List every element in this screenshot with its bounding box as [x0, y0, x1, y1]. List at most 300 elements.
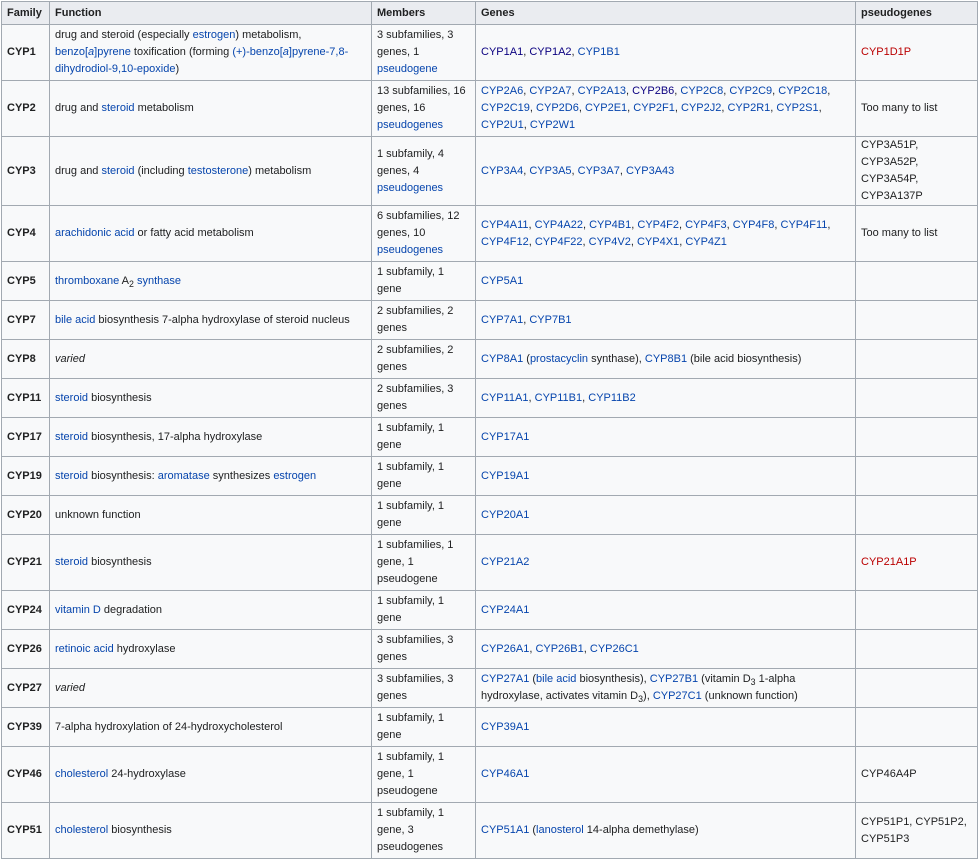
cell-text: A — [119, 274, 130, 287]
wiki-link[interactable]: ]pyrene-7,8-dihydrodiol-9,10-epoxide — [55, 46, 349, 75]
cell-text: , — [619, 164, 626, 177]
cell-text: , — [679, 235, 686, 248]
wiki-link[interactable]: CYP4F11 — [780, 218, 828, 231]
family-cell: CYP7 — [2, 301, 50, 340]
table-row — [2, 591, 978, 630]
cell-text: Too many to list — [861, 227, 938, 239]
family-cell: CYP24 — [2, 591, 50, 630]
wiki-link[interactable]: CYP3A43 — [625, 164, 675, 177]
cell-text: synthesizes — [209, 469, 274, 482]
cell-text: hydroxylase — [113, 642, 176, 655]
cell-text — [55, 353, 85, 365]
table-row — [2, 535, 978, 591]
family-cell: CYP20 — [2, 496, 50, 535]
family-cell: CYP4 — [2, 206, 50, 262]
wiki-link[interactable]: CYP2J2 — [681, 102, 722, 114]
cell-text: , — [578, 102, 585, 114]
cell-text: , — [528, 235, 535, 248]
wiki-link[interactable]: pseudogenes — [377, 244, 444, 256]
wiki-link[interactable]: CYP2A13 — [577, 85, 626, 97]
wiki-link[interactable]: bile acid — [55, 313, 96, 326]
function-cell — [50, 708, 372, 747]
cell-text: 1 subfamily, 1 gene, 3 pseudogenes — [377, 807, 445, 853]
members-cell — [372, 301, 476, 340]
table-row — [2, 496, 978, 535]
genes-cell — [476, 708, 856, 747]
wiki-link[interactable]: testosterone — [187, 164, 249, 177]
cell-text: 1 subfamily, 1 gene — [377, 595, 445, 624]
cell-text: CYP51P1, CYP51P2, CYP51P3 — [861, 815, 967, 845]
cell-text: , — [630, 235, 637, 248]
wiki-link[interactable]: CYP39A1 — [481, 720, 530, 733]
genes-cell — [476, 340, 856, 379]
genes-cell — [476, 137, 856, 206]
wiki-link[interactable]: CYP51A1 — [481, 824, 530, 836]
family-cell: CYP26 — [2, 630, 50, 669]
wiki-link[interactable]: CYP2C9 — [729, 85, 773, 97]
cell-text: , — [582, 218, 590, 231]
wiki-link[interactable]: CYP4F22 — [534, 235, 583, 248]
function-cell — [50, 630, 372, 669]
wiki-link[interactable]: CYP1A2 — [529, 46, 572, 58]
pseudogenes-cell — [856, 591, 978, 630]
cell-text: (bile acid biosynthesis) — [687, 352, 802, 365]
members-cell — [372, 496, 476, 535]
cell-text: , — [827, 218, 831, 231]
wiki-link[interactable]: CYP2C8 — [680, 85, 724, 97]
wiki-link[interactable]: CYP2A6 — [481, 85, 524, 97]
table-row — [2, 340, 978, 379]
wiki-link[interactable]: CYP24A1 — [481, 603, 530, 616]
cell-text: ) — [175, 63, 180, 75]
wiki-link[interactable]: steroid — [101, 102, 135, 114]
cell-text: toxification (forming — [130, 46, 233, 58]
function-cell — [50, 747, 372, 803]
cell-text: , — [528, 391, 535, 404]
wiki-link[interactable]: CYP4X1 — [636, 235, 680, 248]
family-cell: CYP5 — [2, 262, 50, 301]
function-cell — [50, 81, 372, 137]
cell-text: 3 subfamilies, 3 genes, 1 — [377, 29, 454, 58]
wiki-link[interactable]: CYP27C1 — [652, 690, 702, 702]
pseudogenes-cell — [856, 340, 978, 379]
pseudogenes-cell — [856, 747, 978, 803]
wiki-link[interactable]: CYP2R1 — [727, 102, 771, 114]
pseudogenes-cell — [856, 81, 978, 137]
cell-text: ( — [529, 673, 537, 685]
wiki-link[interactable]: CYP2W1 — [529, 119, 576, 131]
wiki-link[interactable]: (+)-benzo[ — [232, 46, 283, 58]
cell-text: , — [631, 218, 638, 231]
cell-text: biosynthesis, 17-alpha hydroxylase — [88, 430, 263, 443]
table-row — [2, 137, 978, 206]
wiki-link[interactable]: CYP26B1 — [535, 642, 584, 655]
wiki-link[interactable]: CYP4B1 — [589, 218, 632, 231]
wiki-link[interactable]: CYP4A11 — [481, 218, 529, 231]
cell-text: , — [625, 85, 633, 97]
cell-text: , — [721, 102, 728, 114]
pseudogenes-cell — [856, 496, 978, 535]
family-cell: CYP21 — [2, 535, 50, 591]
cell-text: , — [772, 85, 779, 97]
pseudogenes-cell — [856, 206, 978, 262]
members-cell — [372, 747, 476, 803]
members-cell — [372, 262, 476, 301]
wiki-link[interactable]: steroid — [101, 164, 135, 177]
family-cell: CYP27 — [2, 669, 50, 708]
members-cell — [372, 418, 476, 457]
family-cell: CYP2 — [2, 81, 50, 137]
cell-text: , — [827, 85, 831, 97]
pseudogenes-cell — [856, 457, 978, 496]
cell-text: 1 subfamily, 1 gene — [377, 712, 445, 741]
family-cell: CYP51 — [2, 803, 50, 859]
pseudogenes-cell — [856, 25, 978, 81]
function-cell — [50, 379, 372, 418]
cell-text: , — [523, 46, 530, 58]
wiki-link[interactable]: steroid — [55, 430, 89, 443]
cell-text: Too many to list — [861, 102, 938, 114]
cell-text: 1-alpha hydroxylase, activates vitamin D — [481, 673, 796, 702]
wiki-link[interactable]: steroid — [55, 391, 89, 404]
cell-text: or fatty acid metabolism — [134, 227, 254, 239]
cell-text: , — [726, 218, 733, 231]
cell-text: , — [774, 218, 781, 231]
italic-text: a — [282, 46, 289, 58]
wiki-link[interactable]: CYP26C1 — [589, 642, 639, 655]
wiki-link[interactable]: CYP4F12 — [481, 235, 529, 248]
function-cell — [50, 25, 372, 81]
cell-text: 1 subfamily, 4 genes, 4 — [377, 147, 445, 177]
cell-text: , — [818, 102, 822, 114]
wiki-link[interactable]: steroid — [55, 556, 89, 568]
cell-text: , — [583, 642, 590, 655]
wiki-link[interactable]: CYP2C19 — [481, 102, 530, 114]
members-cell — [372, 669, 476, 708]
cell-text: 7-alpha hydroxylation of 24-hydroxycholesterol — [55, 720, 283, 733]
family-cell: CYP8 — [2, 340, 50, 379]
header-members: Members — [372, 2, 476, 25]
table-row — [2, 301, 978, 340]
pseudogenes-cell — [856, 137, 978, 206]
italic-text: a — [88, 46, 95, 58]
function-cell — [50, 535, 372, 591]
cell-text: (vitamin D — [698, 673, 751, 685]
wiki-link[interactable]: CYP21A2 — [481, 556, 530, 568]
table-row — [2, 630, 978, 669]
pseudogenes-cell — [856, 301, 978, 340]
cell-text — [55, 682, 85, 694]
wiki-link[interactable]: benzo[ — [55, 46, 89, 58]
wiki-link[interactable]: CYP4F8 — [732, 218, 775, 231]
table-row — [2, 457, 978, 496]
members-cell — [372, 535, 476, 591]
function-cell — [50, 206, 372, 262]
wiki-link[interactable]: CYP1A1 — [481, 46, 524, 58]
wiki-link[interactable]: CYP2F1 — [633, 102, 675, 114]
cell-text: drug and — [55, 164, 102, 177]
cell-text: (unknown function) — [701, 690, 798, 702]
table-row — [2, 669, 978, 708]
members-cell — [372, 25, 476, 81]
genes-cell — [476, 747, 856, 803]
wiki-link[interactable]: CYP8A1 — [481, 352, 524, 365]
cell-text: (including — [134, 164, 188, 177]
wiki-link[interactable]: CYP19A1 — [481, 469, 530, 482]
header-genes: Genes — [476, 2, 856, 25]
wiki-link[interactable]: ]pyrene — [94, 46, 131, 58]
members-cell — [372, 379, 476, 418]
header-family: Family — [2, 2, 50, 25]
wiki-link[interactable]: CYP7B1 — [529, 313, 572, 326]
genes-cell — [476, 496, 856, 535]
wiki-link[interactable]: CYP2A7 — [529, 85, 572, 97]
cell-text: biosynthesis: — [88, 469, 158, 482]
cell-text: , — [770, 102, 777, 114]
members-cell — [372, 137, 476, 206]
wiki-link[interactable]: pseudogene — [377, 63, 438, 75]
wiki-link[interactable]: CYP11B1 — [534, 391, 583, 404]
members-cell — [372, 708, 476, 747]
wiki-link[interactable]: CYP27B1 — [649, 673, 699, 685]
wiki-link[interactable]: CYP3A7 — [577, 164, 620, 177]
subscript: 2 — [129, 278, 134, 289]
subscript: 3 — [638, 694, 644, 705]
cell-text: , — [723, 85, 730, 97]
cell-text: 6 subfamilies, 12 genes, 10 — [377, 210, 460, 239]
function-cell — [50, 669, 372, 708]
cell-text: biosynthesis — [108, 824, 172, 836]
wiki-link[interactable]: lanosterol — [536, 824, 584, 836]
pseudogenes-cell — [856, 379, 978, 418]
pseudogenes-cell — [856, 803, 978, 859]
family-cell: CYP17 — [2, 418, 50, 457]
header-function: Function — [50, 2, 372, 25]
cell-text: ) metabolism — [248, 164, 312, 177]
cell-text: , — [678, 218, 686, 231]
genes-cell — [476, 379, 856, 418]
genes-cell — [476, 25, 856, 81]
wiki-link[interactable]: vitamin D — [55, 603, 101, 616]
family-cell: CYP46 — [2, 747, 50, 803]
wiki-link[interactable]: CYP4V2 — [588, 235, 631, 248]
cell-text: , — [571, 85, 578, 97]
cell-text: , — [528, 218, 535, 231]
genes-cell — [476, 803, 856, 859]
wiki-link[interactable]: CYP26A1 — [481, 642, 530, 655]
cell-text: , — [523, 313, 530, 326]
members-cell — [372, 340, 476, 379]
function-cell — [50, 591, 372, 630]
header-pseudogenes: pseudogenes — [856, 2, 978, 25]
wiki-link[interactable]: estrogen — [192, 29, 236, 41]
wiki-link[interactable]: CYP20A1 — [481, 508, 530, 521]
family-cell: CYP11 — [2, 379, 50, 418]
wiki-link[interactable]: CYP4A22 — [534, 218, 583, 231]
function-cell — [50, 137, 372, 206]
pseudogenes-cell — [856, 708, 978, 747]
pseudogenes-cell — [856, 630, 978, 669]
genes-cell — [476, 630, 856, 669]
cell-text: 3 subfamilies, 3 genes — [377, 673, 454, 702]
red-link[interactable]: CYP1D1P — [861, 46, 912, 58]
wiki-link[interactable]: cholesterol — [55, 768, 109, 780]
function-cell — [50, 457, 372, 496]
cell-text: 2 subfamilies, 2 genes — [377, 344, 454, 373]
function-cell — [50, 301, 372, 340]
cell-text: , — [523, 85, 530, 97]
cell-text: drug and — [55, 102, 102, 114]
wiki-link[interactable]: thromboxane — [55, 274, 120, 287]
genes-cell — [476, 81, 856, 137]
wiki-link[interactable]: aromatase — [157, 469, 210, 482]
cell-text: metabolism — [134, 102, 194, 114]
cell-text: 2 subfamilies, 2 genes — [377, 305, 454, 334]
wiki-link[interactable]: CYP2S1 — [776, 102, 819, 114]
cell-text: biosynthesis), — [576, 673, 650, 685]
cell-text: , — [523, 119, 530, 131]
wiki-link[interactable]: CYP4F2 — [637, 218, 679, 231]
members-cell — [372, 81, 476, 137]
cell-text: 1 subfamilies, 1 gene, 1 pseudogene — [377, 539, 454, 585]
function-cell — [50, 803, 372, 859]
cell-text: ( — [523, 352, 530, 365]
cell-text: drug and steroid (especially — [55, 29, 193, 41]
function-cell — [50, 418, 372, 457]
cell-text: ), — [643, 690, 653, 702]
pseudogenes-cell — [856, 535, 978, 591]
cell-text: , — [674, 85, 681, 97]
wiki-link[interactable]: CYP5A1 — [481, 274, 524, 287]
table-row — [2, 747, 978, 803]
wiki-link[interactable]: CYP27A1 — [481, 673, 530, 685]
table-row — [2, 262, 978, 301]
cell-text: , — [627, 102, 634, 114]
function-cell — [50, 340, 372, 379]
cell-text: ) metabolism, — [235, 29, 302, 41]
cell-text: 14-alpha demethylase) — [583, 824, 699, 836]
wiki-link[interactable]: CYP2C18 — [778, 85, 828, 97]
pseudogenes-cell — [856, 669, 978, 708]
wiki-link[interactable]: steroid — [55, 469, 89, 482]
cell-text: , — [523, 164, 530, 177]
cell-text: , — [674, 102, 681, 114]
family-cell: CYP3 — [2, 137, 50, 206]
wiki-link[interactable]: bile acid — [536, 673, 577, 685]
table-row — [2, 81, 978, 137]
table-row — [2, 708, 978, 747]
wiki-link[interactable]: CYP2E1 — [584, 102, 628, 114]
wiki-link[interactable]: CYP8B1 — [644, 352, 688, 365]
cell-text: 3 subfamilies, 3 genes — [377, 634, 454, 663]
members-cell — [372, 803, 476, 859]
cell-text: 1 subfamily, 1 gene — [377, 266, 445, 295]
wiki-link[interactable]: CYP4F3 — [685, 218, 727, 231]
cell-text: 1 subfamily, 1 gene — [377, 500, 445, 529]
family-cell: CYP39 — [2, 708, 50, 747]
cell-text: 1 subfamily, 1 gene, 1 pseudogene — [377, 751, 445, 797]
italic-text: varied — [55, 352, 85, 365]
cell-text: , — [529, 102, 537, 114]
function-cell — [50, 496, 372, 535]
genes-cell — [476, 457, 856, 496]
wiki-link[interactable]: CYP3A5 — [529, 164, 572, 177]
italic-text: varied — [55, 681, 85, 694]
genes-cell — [476, 669, 856, 708]
subscript: 3 — [750, 677, 756, 688]
genes-cell — [476, 535, 856, 591]
cell-text: 1 subfamily, 1 gene — [377, 422, 445, 451]
wiki-link[interactable]: CYP4Z1 — [685, 235, 727, 248]
wiki-link[interactable]: arachidonic acid — [55, 227, 135, 239]
members-cell — [372, 591, 476, 630]
table-row — [2, 25, 978, 81]
wiki-link[interactable]: CYP3A4 — [481, 164, 524, 177]
cell-text: CYP3A51P, CYP3A52P, CYP3A54P, CYP3A137P — [861, 139, 923, 202]
cell-text: , — [529, 642, 536, 655]
function-cell — [50, 262, 372, 301]
cell-text: 24-hydroxylase — [108, 768, 186, 780]
cell-text: degradation — [100, 603, 163, 616]
cell-text: CYP46A4P — [861, 768, 917, 780]
genes-cell — [476, 591, 856, 630]
cell-text: biosynthesis — [88, 391, 152, 404]
cell-text: 1 subfamily, 1 gene — [377, 461, 445, 490]
header-row — [2, 2, 978, 25]
wiki-link[interactable]: retinoic acid — [55, 642, 114, 655]
wiki-link[interactable]: CYP2U1 — [481, 119, 524, 131]
cell-text: , — [582, 391, 589, 404]
wiki-link[interactable]: prostacyclin — [529, 352, 589, 365]
cell-text: unknown function — [55, 508, 141, 521]
cell-text: biosynthesis 7-alpha hydroxylase of steroid nucleus — [95, 313, 350, 326]
wiki-link[interactable]: estrogen — [273, 469, 317, 482]
wiki-link[interactable]: CYP1B1 — [577, 46, 620, 58]
cell-text: 2 subfamilies, 3 genes — [377, 383, 454, 412]
wiki-link[interactable]: CYP2D6 — [536, 102, 579, 114]
wiki-link[interactable]: synthase — [136, 274, 182, 287]
cell-text: , — [582, 235, 589, 248]
table-body — [2, 25, 978, 859]
wiki-link[interactable]: CYP17A1 — [481, 430, 530, 443]
members-cell — [372, 457, 476, 496]
wiki-link[interactable]: pseudogenes — [377, 181, 444, 194]
wiki-link[interactable]: CYP46A1 — [481, 768, 530, 780]
wiki-link[interactable]: cholesterol — [55, 824, 109, 836]
wiki-link[interactable]: CYP7A1 — [481, 313, 524, 326]
cell-text: synthase), — [588, 352, 645, 365]
cell-text: 13 subfamilies, 16 genes, 16 — [377, 85, 466, 114]
genes-cell — [476, 262, 856, 301]
cell-text: , — [571, 164, 578, 177]
pseudogenes-cell — [856, 262, 978, 301]
table-row — [2, 803, 978, 859]
members-cell — [372, 630, 476, 669]
wiki-link[interactable]: pseudogenes — [377, 119, 444, 131]
family-cell: CYP1 — [2, 25, 50, 81]
pseudogenes-cell — [856, 418, 978, 457]
wiki-link[interactable]: CYP11A1 — [481, 391, 529, 404]
wiki-link[interactable]: CYP11B2 — [588, 391, 636, 404]
red-link[interactable]: CYP21A1P — [861, 556, 917, 568]
genes-cell — [476, 206, 856, 262]
members-cell — [372, 206, 476, 262]
genes-cell — [476, 301, 856, 340]
table-row — [2, 379, 978, 418]
cyp-families-table — [1, 1, 978, 859]
wiki-link[interactable]: CYP2B6 — [632, 85, 675, 97]
table-row — [2, 418, 978, 457]
